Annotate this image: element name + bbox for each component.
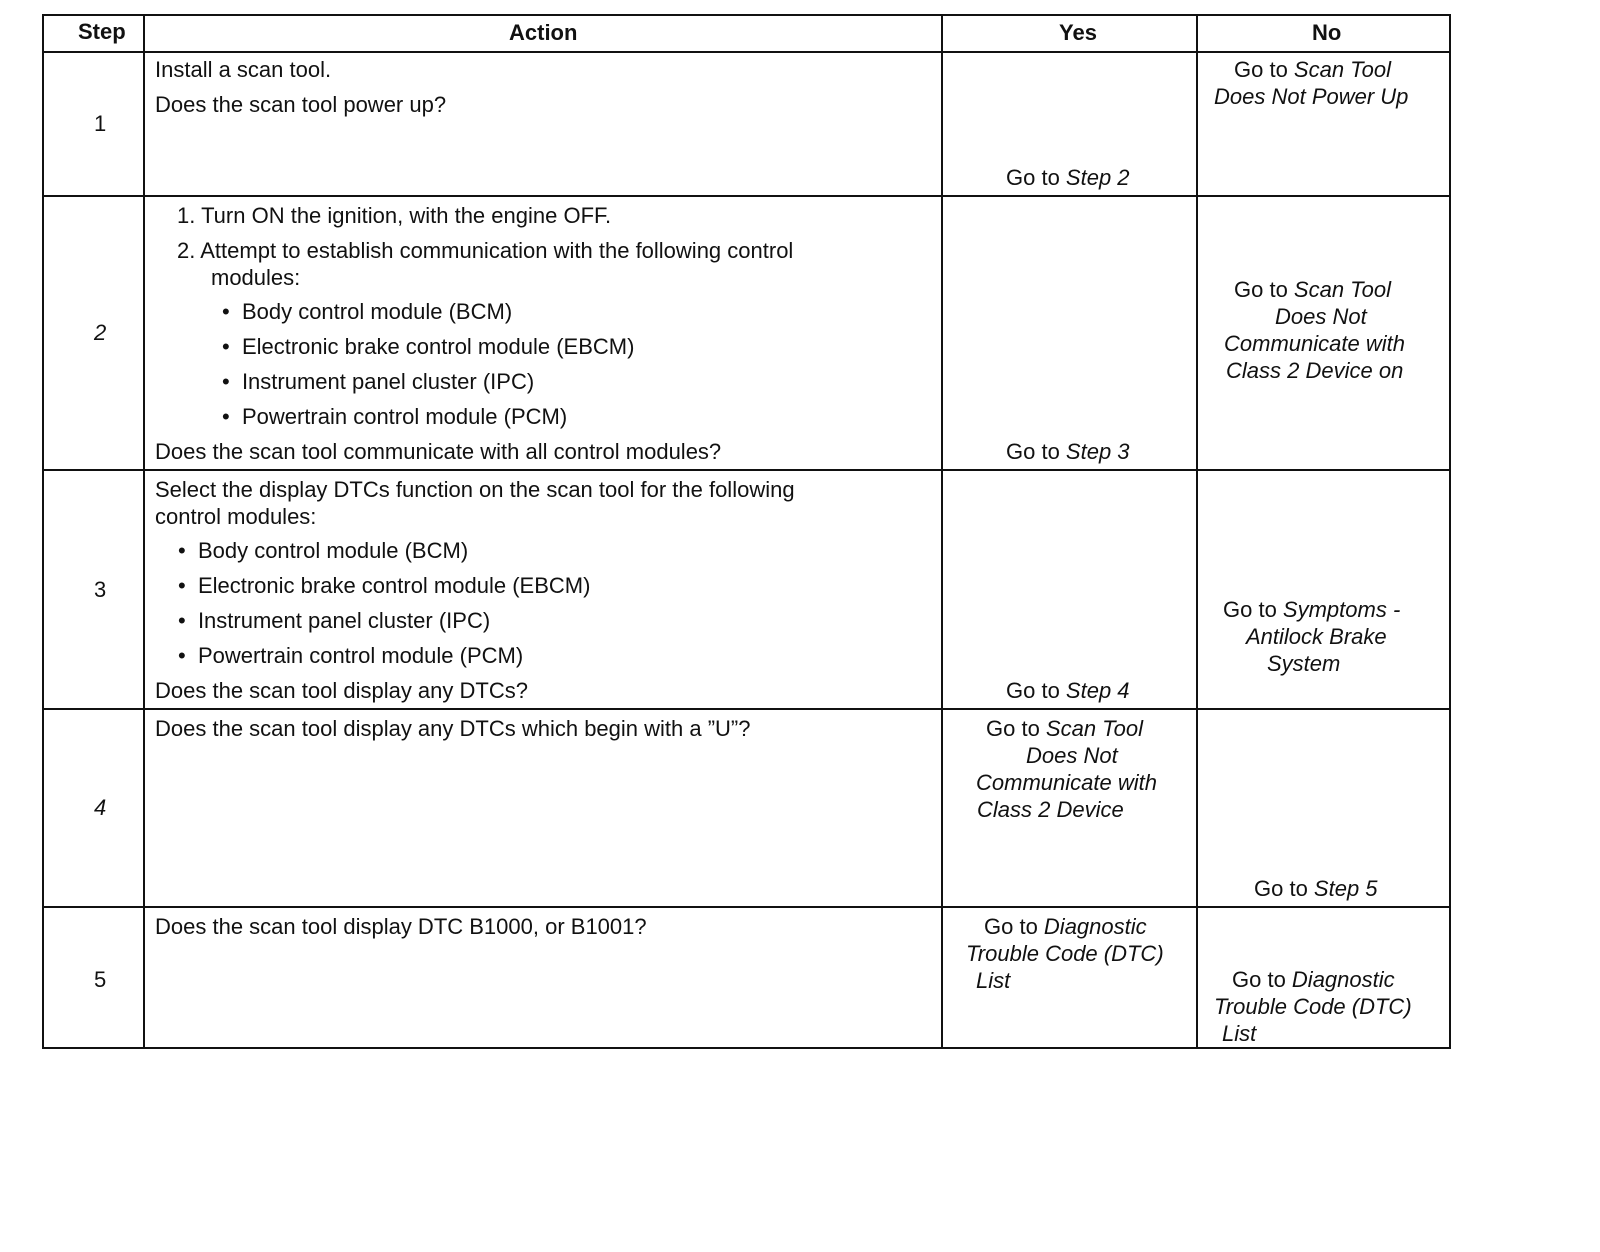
no-result: Go to Step 5 <box>1254 876 1378 901</box>
yes-result: Go to Step 4 <box>1006 678 1130 703</box>
yes-result: Go to Step 2 <box>1006 165 1130 190</box>
no-result: Go to Scan Tool <box>1234 57 1391 82</box>
step-link[interactable]: Step 3 <box>1065 439 1130 464</box>
numbered-item: 1. Turn ON the ignition, with the engine OFF. <box>177 203 612 228</box>
bullet-item: • Body control module (BCM) <box>178 538 469 563</box>
action-question: Does the scan tool display any DTCs? <box>155 678 528 703</box>
procedure-link[interactable]: Scan Tool <box>1293 57 1391 82</box>
step-number: 2 <box>94 320 107 345</box>
procedure-link[interactable]: Class 2 Device <box>977 797 1124 822</box>
procedure-link[interactable]: Scan Tool <box>1045 716 1143 741</box>
no-result: Go to Diagnostic <box>1232 967 1395 992</box>
no-result: Go to Scan Tool <box>1234 277 1391 302</box>
bullet-item: • Powertrain control module (PCM) <box>178 643 524 668</box>
procedure-link[interactable]: List <box>1222 1021 1257 1046</box>
procedure-link[interactable]: System <box>1267 651 1341 676</box>
bullet-item: • Electronic brake control module (EBCM) <box>178 573 591 598</box>
header-action: Action <box>509 20 578 45</box>
no-result: Go to Symptoms - <box>1223 597 1401 622</box>
numbered-item: 2. Attempt to establish communication with the following control <box>177 238 794 263</box>
action-question: Does the scan tool display any DTCs which begin with a ”U”? <box>155 716 751 741</box>
bullet-item: • Instrument panel cluster (IPC) <box>222 369 535 394</box>
procedure-link[interactable]: Class 2 Device on <box>1226 358 1404 383</box>
bullet-item: • Powertrain control module (PCM) <box>222 404 568 429</box>
step-number: 4 <box>94 795 107 820</box>
procedure-link[interactable]: List <box>976 968 1011 993</box>
step-number: 3 <box>94 577 107 602</box>
step-link[interactable]: Step 5 <box>1313 876 1378 901</box>
procedure-link[interactable]: Antilock Brake <box>1246 624 1387 649</box>
yes-result: Go to Step 3 <box>1006 439 1130 464</box>
bullet-item: • Body control module (BCM) <box>222 299 513 324</box>
bullet-item: • Instrument panel cluster (IPC) <box>178 608 491 633</box>
procedure-link[interactable]: Trouble Code (DTC) <box>966 941 1164 966</box>
procedure-link[interactable]: Does Not <box>1026 743 1118 768</box>
procedure-link[interactable]: Diagnostic <box>1043 914 1147 939</box>
procedure-link[interactable]: Communicate with <box>976 770 1157 795</box>
procedure-link[interactable]: Symptoms - <box>1282 597 1401 622</box>
action-question: Does the scan tool power up? <box>155 92 447 117</box>
step-number: 1 <box>94 111 107 136</box>
procedure-link[interactable]: Trouble Code (DTC) <box>1214 994 1412 1019</box>
numbered-item-cont: modules: <box>211 265 301 290</box>
procedure-link[interactable]: Does Not Power Up <box>1214 84 1409 109</box>
step-link[interactable]: Step 4 <box>1065 678 1130 703</box>
action-text: Select the display DTCs function on the scan tool for the following <box>155 477 795 502</box>
procedure-link[interactable]: Communicate with <box>1224 331 1405 356</box>
action-text: Install a scan tool. <box>155 57 332 82</box>
procedure-link[interactable]: Scan Tool <box>1293 277 1391 302</box>
header-step: Step <box>78 19 126 44</box>
header-yes: Yes <box>1059 20 1097 45</box>
step-link[interactable]: Step 2 <box>1065 165 1130 190</box>
diagnostic-table <box>42 14 1451 1049</box>
action-question: Does the scan tool display DTC B1000, or B1001? <box>155 914 647 939</box>
step-number: 5 <box>94 967 107 992</box>
bullet-item: • Electronic brake control module (EBCM) <box>222 334 635 359</box>
yes-result: Go to Scan Tool <box>986 716 1143 741</box>
procedure-link[interactable]: Does Not <box>1275 304 1367 329</box>
procedure-link[interactable]: Diagnostic <box>1291 967 1395 992</box>
yes-result: Go to Diagnostic <box>984 914 1147 939</box>
header-no: No <box>1312 20 1342 45</box>
action-question: Does the scan tool communicate with all control modules? <box>155 439 722 464</box>
action-text: control modules: <box>155 504 317 529</box>
